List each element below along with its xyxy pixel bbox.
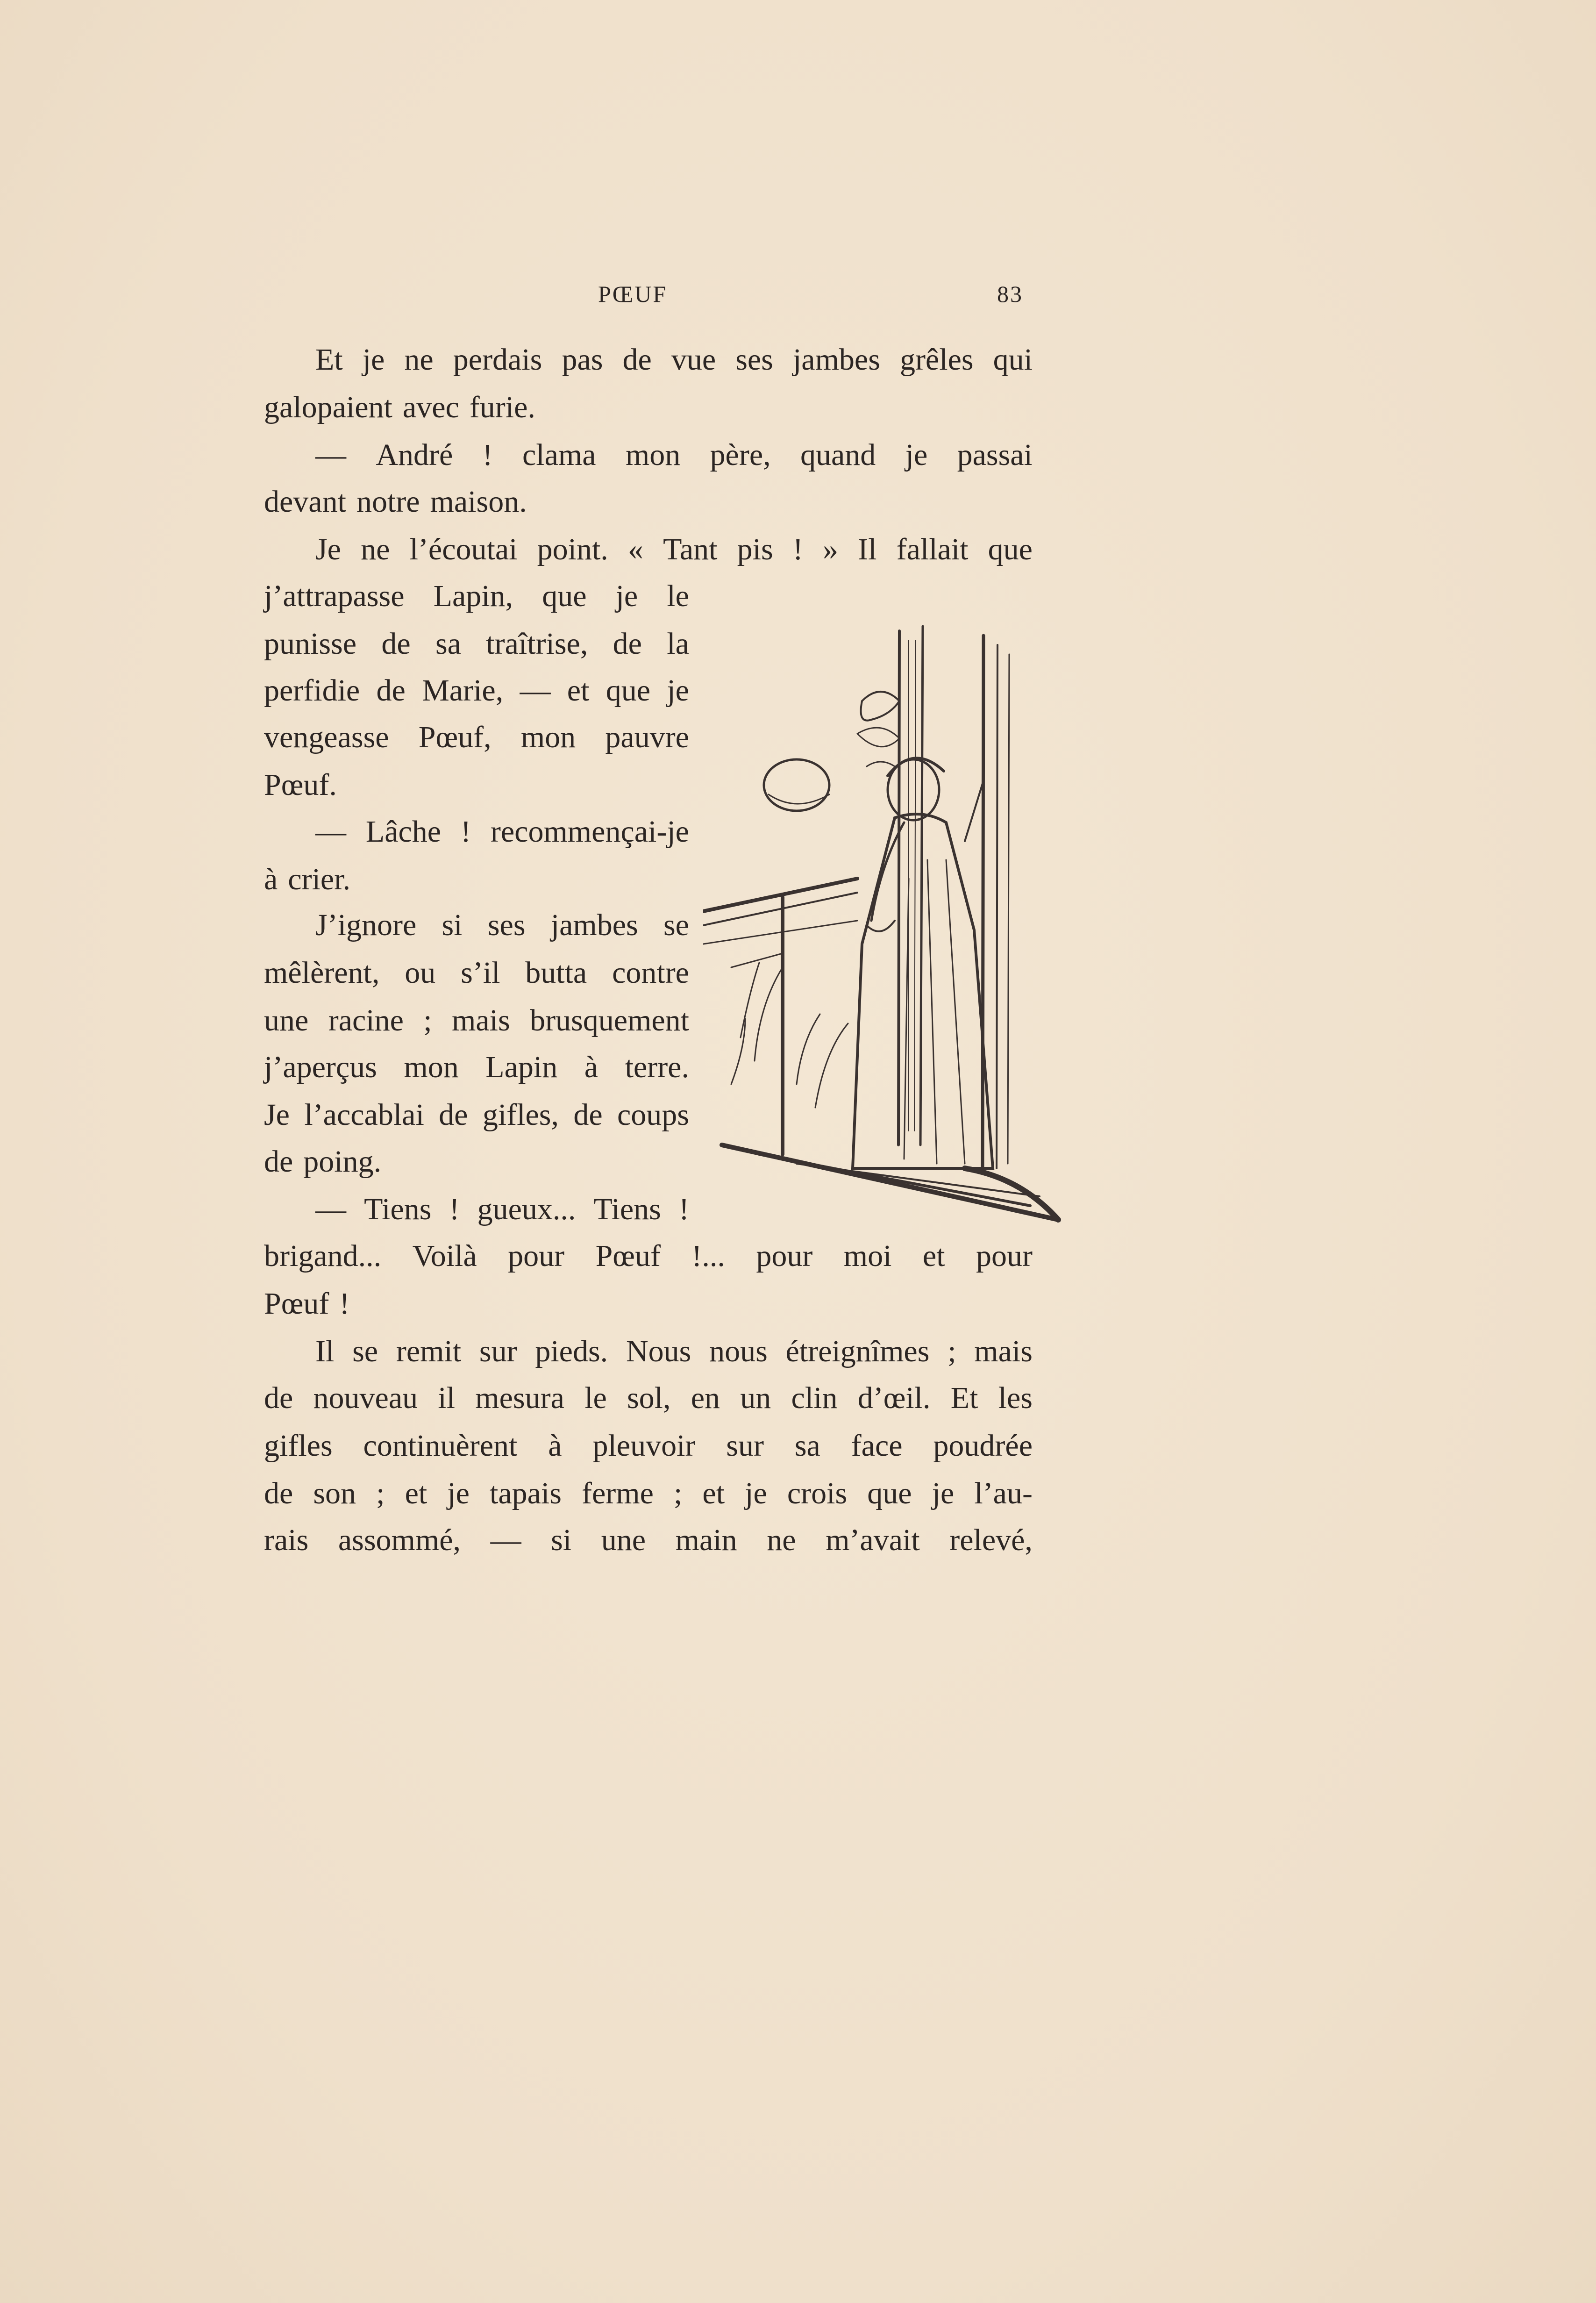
text-line: gifles continuèrent à pleuvoir sur sa face poudrée (264, 1429, 1033, 1463)
text-line: de poing. (264, 1144, 382, 1179)
illustration (703, 617, 1068, 1234)
text-line: Je l’accablai de gifles, de coups (264, 1098, 689, 1132)
text-line: mêlèrent, ou s’il butta contre (264, 956, 689, 990)
text-line: perfidie de Marie, — et que je (264, 673, 689, 708)
text-line: punisse de sa traîtrise, de la (264, 627, 689, 661)
woman-at-fence-engraving (703, 617, 1068, 1234)
running-head (598, 280, 1037, 313)
text-line: j’attrapasse Lapin, que je le (264, 579, 689, 613)
text-line: de nouveau il mesura le sol, en un clin d’œil. Et les (264, 1381, 1033, 1415)
text-line: J’ignore si ses jambes se (315, 908, 689, 942)
text-line: brigand... Voilà pour Pœuf !... pour moi et pour (264, 1239, 1033, 1273)
text-line: à crier. (264, 862, 351, 896)
text-line: Et je ne perdais pas de vue ses jambes grêles qui (315, 343, 1033, 377)
text-line: — Tiens ! gueux... Tiens ! (315, 1192, 689, 1226)
text-line: vengeasse Pœuf, mon pauvre (264, 720, 689, 754)
text-line: une racine ; mais brusquement (264, 1003, 689, 1037)
page-number: 83 (997, 281, 1023, 307)
text-line: j’aperçus mon Lapin à terre. (264, 1050, 689, 1084)
text-line: — André ! clama mon père, quand je passai (315, 438, 1033, 472)
text-line: Je ne l’écoutai point. « Tant pis ! » Il fallait que (315, 532, 1033, 566)
text-line: Pœuf ! (264, 1287, 350, 1321)
text-line: Pœuf. (264, 768, 337, 802)
text-line: — Lâche ! recommençai-je (315, 815, 689, 849)
text-line: devant notre maison. (264, 485, 527, 519)
text-line: de son ; et je tapais ferme ; et je crois que je l’au- (264, 1476, 1033, 1510)
text-line: rais assommé, — si une main ne m’avait relevé, (264, 1523, 1033, 1557)
text-line: Il se remit sur pieds. Nous nous étreignîmes ; mais (315, 1334, 1033, 1368)
running-title: PŒUF (598, 281, 668, 307)
text-line: galopaient avec furie. (264, 390, 535, 424)
